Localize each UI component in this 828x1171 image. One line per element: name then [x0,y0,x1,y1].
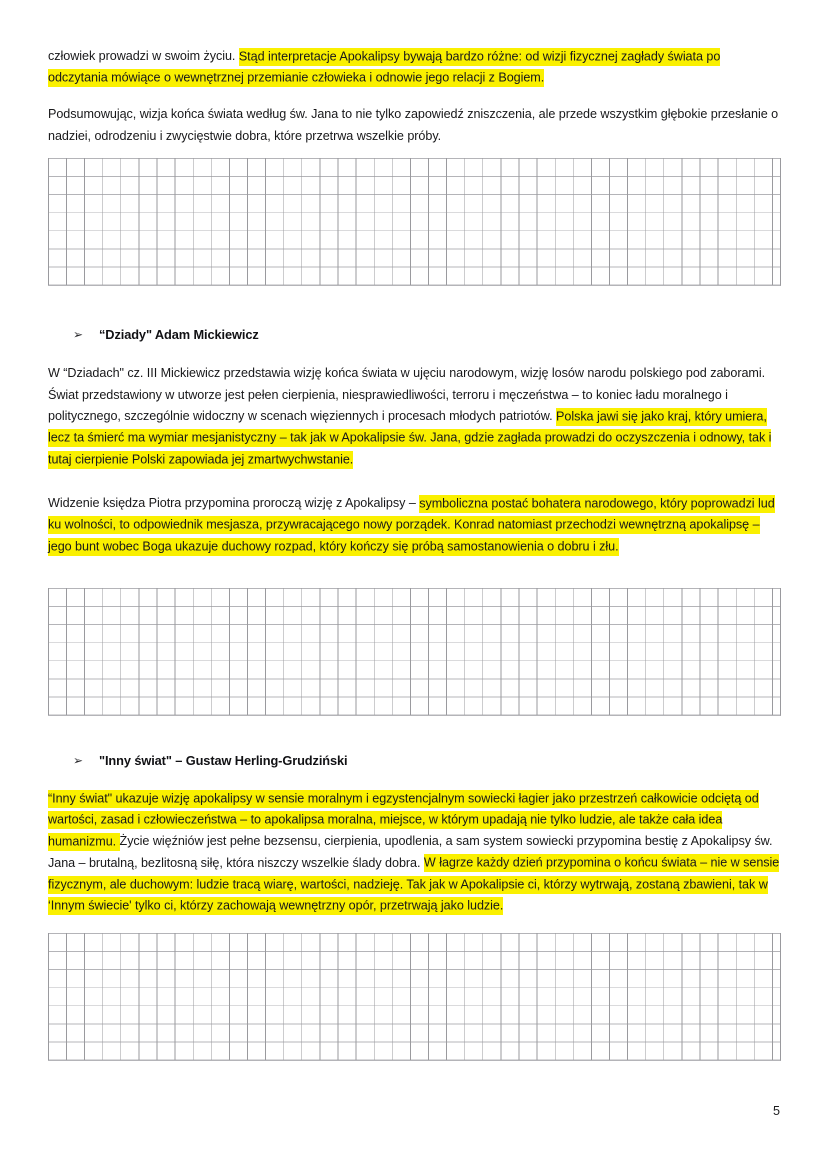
paragraph-text-highlighted: Stąd interpretacje Apokalipsy bywają bardzo różne: od wizji fizycznej zagłady świata po odczytania mówiące o wewnętrznej przemianie człowieka i odnowie jego relacji z Bogiem. [48,48,720,88]
paragraph-text-highlighted-2: W łagrze każdy dzień przypomina o końcu świata – nie w sensie fizycznym, ale duchowym: ludzie tracą wiarę, wartości, nadzieję. Tak jak w Apokalipsie ci, którzy wytrwają, zostaną zbawieni, tak w ‘Innym świecie' tylko ci, którzy zachowają wewnętrzny opór, przetrwają jako ludzie. [48,854,779,915]
paragraph-text-plain: Życie więźniów jest pełne bezsensu, cierpienia, upodlenia, a sam system sowiecki przypomina bestię z Apokalipsy św. Jana – brutalną, bezlitosną siłę, która niszczy wszelkie ślady dobra. [48,834,773,870]
squared-grid-block-1 [48,158,781,286]
paragraph-inny-swiat-opis [48,788,781,917]
squared-grid-block-2 [48,588,781,716]
heading-inny-swiat [73,751,347,771]
paragraph-text-plain: Podsumowując, wizja końca świata według św. Jana to nie tylko zapowiedź zniszczenia, ale przede wszystkim głębokie przesłanie o nadziei, odrodzeniu i zwycięstwie dobra, które przetrwa wszelkie próby. [48,107,779,143]
paragraph-text-plain: człowiek prowadzi w swoim życiu. [48,49,239,63]
arrow-bullet-icon: ➢ [73,327,83,342]
squared-grid-block-3 [48,933,781,1061]
paragraph-widzenie-ksiedza-piotra [48,493,781,558]
heading-inny-swiat-label: "Inny świat" – Gustaw Herling-Grudziński [99,753,348,768]
paragraph-text-plain: Widzenie księdza Piotra przypomina proroczą wizję z Apokalipsy – [48,496,420,510]
heading-dziady-label: “Dziady" Adam Mickiewicz [99,327,259,342]
paragraph-dziady-opis [48,363,781,471]
paragraph-text-highlighted-1: “Inny świat" ukazuje wizję apokalipsy w sensie moralnym i egzystencjalnym sowiecki łagier jako przestrzeń całkowicie odciętą od wartości, zasad i człowieczeństwa – to apokalipsa moralna, miejsce, w którym upadają nie tylko ludzie, ale także cała idea humanizmu. [48,790,759,851]
paragraph-text-highlighted: Polska jawi się jako kraj, który umiera, lecz ta śmierć ma wymiar mesjanistyczny – tak jak w Apokalipsie św. Jana, gdzie zagłada prowadzi do oczyszczenia i odnowy, tak i tutaj cierpienie Polski zapowiada jej zmartwychwstanie. [48,408,771,469]
heading-dziady [73,325,259,345]
paragraph-text-highlighted: symboliczna postać bohatera narodowego, który poprowadzi lud ku wolności, to odpowiednik mesjasza, przywracającego nowy porządek. Konrad natomiast przechodzi wewnętrzną apokalipsę – jego bunt wobec Boga ukazuje duchowy rozpad, który kończy się próbą samostanowienia o dobru i złu. [48,495,775,556]
page-number: 5 [772,1104,780,1118]
arrow-bullet-icon: ➢ [73,753,83,768]
paragraph-podsumowanie [48,104,781,147]
paragraph-text-plain: W “Dziadach" cz. III Mickiewicz przedstawia wizję końca świata w ujęciu narodowym, wizję losów narodu polskiego pod zaborami. Świat przedstawiony w utworze jest pełen cierpienia, niesprawiedliwości, terroru i męczeństwa – to koniec ładu moralnego i politycznego, szczególnie widoczny w scenach więziennych i procesach młodych patriotów. [48,366,766,423]
paragraph-apokalipsa-interpretacje [48,46,781,89]
